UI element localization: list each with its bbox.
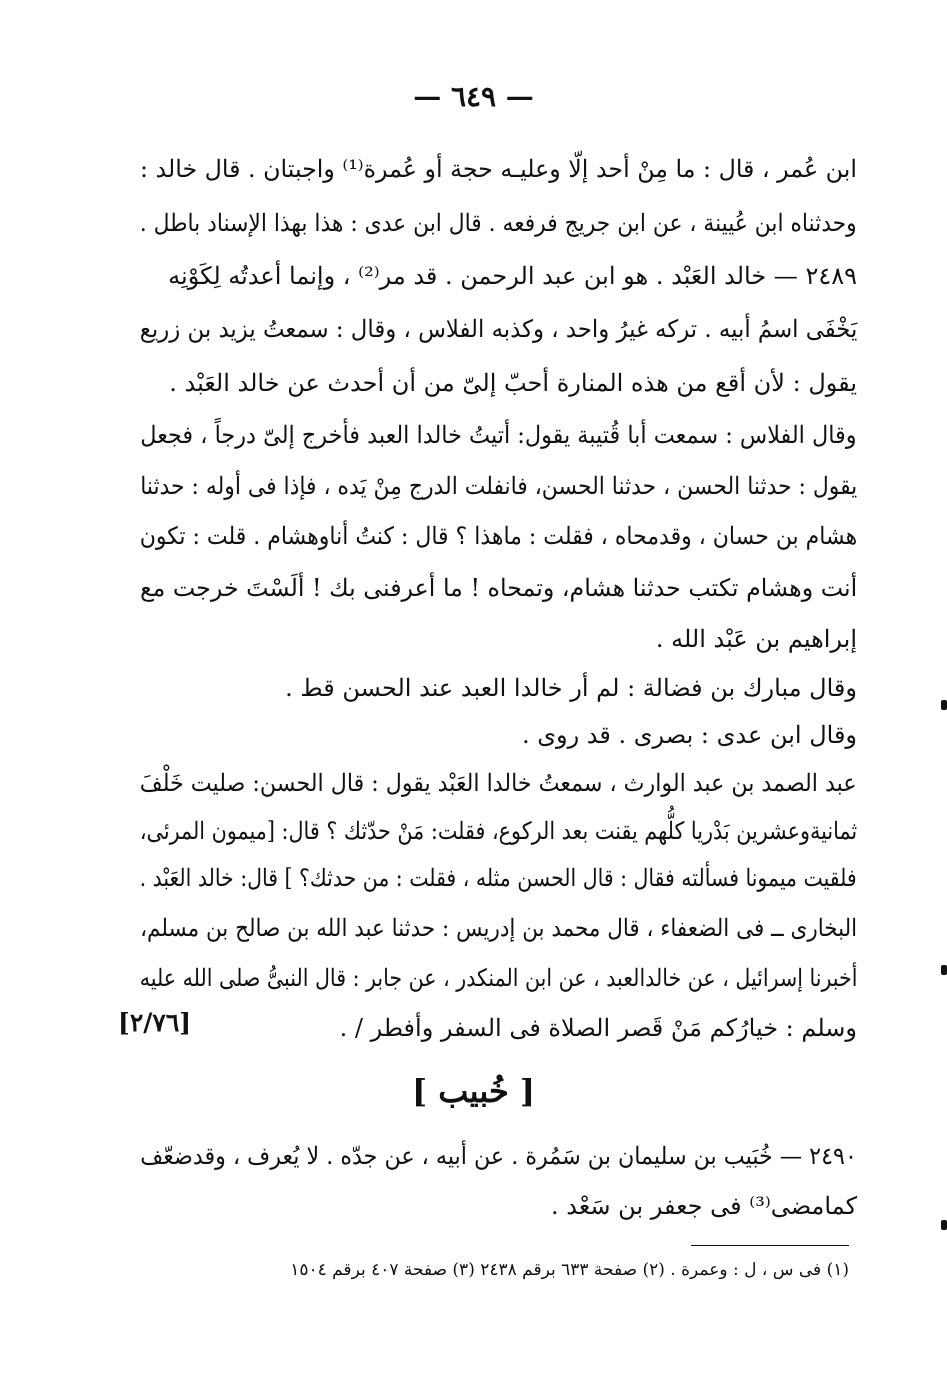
text-line: وسلم : خيارُكم مَنْ قَصر الصلاة فى السفر وأفطر / . — [339, 1014, 857, 1042]
text-line: البخارى ــ فى الضعفاء ، قال محمد بن إدريس : حدثنا عبد الله بن صالح بن مسلم، — [140, 914, 857, 942]
footnote-divider — [691, 1245, 849, 1246]
scan-edge-mark — [941, 700, 947, 710]
margin-reference: [٢/٧٦] — [118, 1008, 192, 1037]
text-line: وحدثناه ابن عُيينة ، عن ابن جريج فرفعه . قال ابن عدى : هذا بهذا الإسناد باطل . — [140, 209, 857, 237]
entry-2490-title: ٢٤٩٠ — خُبَيب بن سليمان بن سَمُرة . عن أبيه ، عن جدّه . لا يُعرف ، وقدضعّف — [140, 1142, 857, 1170]
text-line: ابن عُمر ، قال : ما مِنْ أحد إلّا وعليـه حجة أو عُمرة⁽¹⁾ واجبتان . قال خالد : — [140, 155, 857, 183]
scan-edge-mark — [941, 965, 947, 975]
text-line: وقال الفلاس : سمعت أبا قُتيبة يقول: أتيتُ خالدا العبد فأخرج إلىّ درجاً ، فجعل — [140, 421, 857, 449]
text-line: يَخْفَى اسمُ أبيه . تركه غيرُ واحد ، وكذبه الفلاس ، وقال : سمعتُ يزيد بن زريع — [139, 315, 857, 343]
text-line: ثمانيةوعشرين بَدْريا كلُّهم يقنت بعد الركوع، فقلت: مَنْ حدّثك ؟ قال: [ميمون المرئى، — [139, 817, 857, 845]
footnotes: (١) فى س ، ل : وعمرة . (٢) صفحة ٦٣٣ برقم ٢٤٣٨ (٣) صفحة ٤٠٧ برقم ١٥٠٤ — [290, 1260, 849, 1280]
text-line: فلقيت ميمونا فسألته فقال : قال الحسن مثله ، فقلت : من حدثك؟ ] قال: خالد العَبْد . — [139, 864, 857, 892]
text-line: يقول : حدثنا الحسن ، حدثنا الحسن، فانفلت الدرج مِنْ يَده ، فإذا فى أوله : حدثنا — [139, 472, 857, 500]
text-line: وقال ابن عدى : بصرى . قد روى . — [521, 721, 857, 749]
page-number: — ٦٤٩ — — [413, 80, 534, 113]
section-heading: [ خُبيب ] — [411, 1072, 536, 1110]
text-line: وقال مبارك بن فضالة : لم أر خالدا العبد عند الحسن قط . — [285, 674, 857, 702]
text-line: عبد الصمد بن عبد الوارث ، سمعتُ خالدا العَبْد يقول : قال الحسن: صليت خَلْفَ — [140, 769, 857, 797]
scan-edge-mark — [941, 1220, 947, 1230]
text-line: يقول : لأن أقع من هذه المنارة أحبّ إلىّ من أن أحدث عن خالد العَبْد . — [169, 369, 857, 397]
text-line: هشام بن حسان ، وقدمحاه ، فقلت : ماهذا ؟ قال : كنتُ أناوهشام . قلت : تكون — [139, 522, 857, 550]
entry-2489-title: ٢٤٨٩ — خالد العَبْد . هو ابن عبد الرحمن . قد مر⁽²⁾ ، وإنما أعدتُه لِكَوْنِه — [168, 262, 857, 290]
text-line: كمامضى⁽³⁾ فى جعفر بن سَعْد . — [551, 1192, 857, 1220]
text-line: أخبرنا إسرائيل ، عن خالدالعبد ، عن ابن المنكدر ، عن جابر : قال النبىُّ صلى الله عليه — [139, 964, 857, 992]
text-line: إبراهيم بن عَبْد الله . — [655, 625, 857, 653]
text-line: أنت وهشام تكتب حدثنا هشام، وتمحاه ! ما أعرفنى بك ! ألَسْتَ خرجت مع — [139, 574, 857, 602]
